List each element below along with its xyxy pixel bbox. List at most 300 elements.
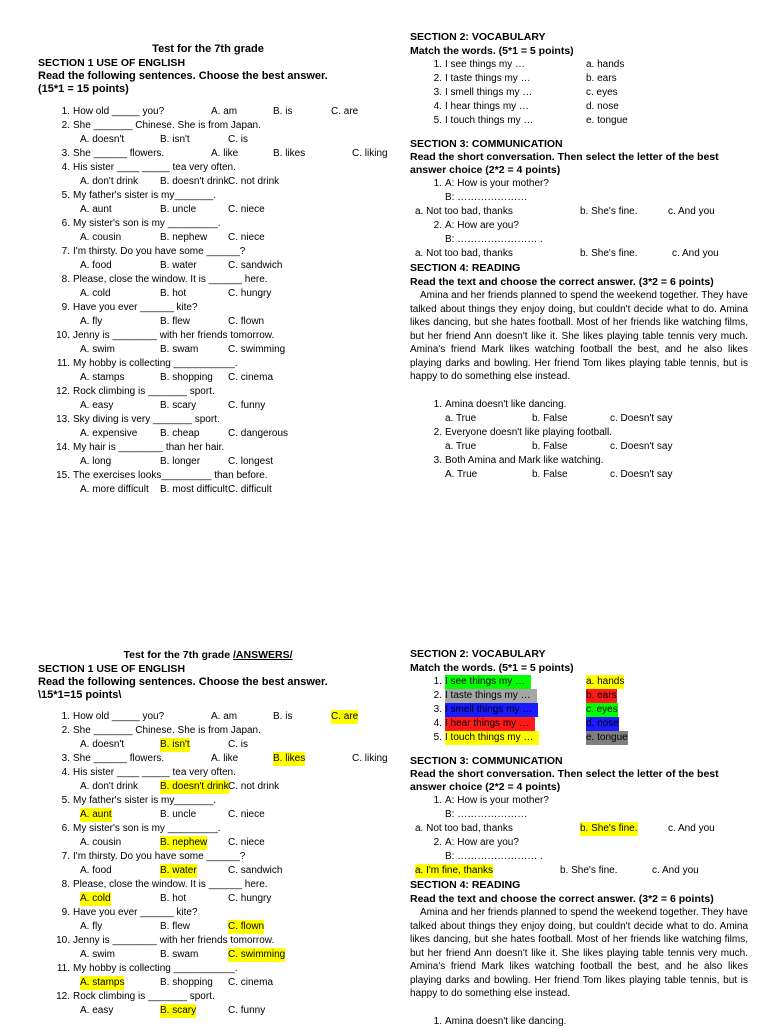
- reading-question: [410, 426, 748, 440]
- option-a: A. aunt: [80, 204, 112, 215]
- question-text: My father's sister is my_______.: [73, 190, 217, 201]
- question-text: She ______ flowers.: [73, 753, 165, 764]
- question-text: My hobby is collecting ___________.: [73, 963, 238, 974]
- top-question: [38, 245, 378, 259]
- option-c: C. cinema: [228, 372, 274, 383]
- option-a: A. doesn't: [80, 739, 125, 750]
- choice-b: b. She's fine.: [580, 823, 638, 834]
- option-c: C. niece: [228, 204, 265, 215]
- bottom-right-column: [410, 647, 748, 1029]
- option-b: B. nephew: [160, 232, 208, 243]
- reading-option-a: a. True: [445, 412, 477, 424]
- reading-option-b: b. False: [532, 440, 568, 452]
- option-a: A. food: [80, 260, 112, 271]
- reading-statement: Both Amina and Mark like watching.: [445, 454, 604, 466]
- conversation-number: 2.: [433, 220, 442, 231]
- top-question: [38, 217, 378, 231]
- question-text: Jenny is ________ with her friends tomorrow.: [73, 935, 275, 946]
- answer-question: [38, 724, 378, 738]
- option-b: B. uncle: [160, 809, 197, 820]
- question-number: 6.: [61, 218, 70, 229]
- vocab-phrase: I hear things my …: [445, 101, 529, 112]
- answer-question-list: [38, 710, 388, 1018]
- option-a: A. don't drink: [80, 176, 139, 187]
- top-left-column: [38, 42, 388, 497]
- reading-questions: [410, 398, 748, 482]
- answers-reading-question-text: Amina doesn't like dancing.: [445, 1015, 567, 1027]
- answer-question: [38, 710, 378, 724]
- option-a: A. like: [211, 148, 239, 159]
- answers-section2-heading: SECTION 2: VOCABULARY: [410, 648, 546, 660]
- question-text: Rock climbing is _______ sport.: [73, 991, 215, 1002]
- choice-c: c. And you: [652, 865, 699, 876]
- vocab-phrase: I touch things my …: [445, 115, 534, 126]
- option-c: C. longest: [228, 456, 274, 467]
- question-number: 13.: [56, 414, 70, 425]
- reading-option-b: b. False: [532, 468, 568, 480]
- question-text: I'm thirsty. Do you have some ______?: [73, 246, 246, 257]
- option-c: C. liking: [352, 148, 388, 159]
- question-number: 8.: [61, 274, 70, 285]
- top-options: [38, 455, 378, 469]
- section3-heading: SECTION 3: COMMUNICATION: [410, 138, 563, 150]
- top-question: [38, 385, 378, 399]
- question-text: She _______ Chinese. She is from Japan.: [73, 120, 261, 131]
- answer-question: [38, 752, 388, 766]
- top-question: [38, 147, 388, 161]
- conversation-number: 1.: [433, 795, 442, 806]
- question-number: 3.: [61, 753, 70, 764]
- top-options: [38, 427, 378, 441]
- answer-options: [38, 836, 378, 850]
- top-question: [38, 301, 378, 315]
- option-b: B. scary: [160, 1005, 197, 1016]
- question-number: 8.: [61, 879, 70, 890]
- answers-section1-instruction: Read the following sentences. Choose the best answer.: [38, 676, 328, 688]
- question-number: 7.: [61, 246, 70, 257]
- choice-c: c. And you: [668, 206, 715, 217]
- question-text: Have you ever ______ kite?: [73, 907, 198, 918]
- top-options: [38, 483, 378, 497]
- answer-question: [38, 934, 378, 948]
- conversation-blank: B: …………………… .: [445, 234, 543, 245]
- option-a: A. easy: [80, 400, 114, 411]
- reading-statement: Everyone doesn't like playing football.: [445, 426, 613, 438]
- option-b: B. likes: [273, 753, 306, 764]
- top-options: [38, 133, 378, 147]
- question-text: My hair is ________ than her hair.: [73, 442, 225, 453]
- vocab-item: [410, 58, 748, 72]
- conversation-question: A: How are you?: [445, 220, 519, 231]
- conversation-line: [410, 191, 748, 205]
- answer-options: [38, 738, 378, 752]
- option-b: B. nephew: [160, 837, 208, 848]
- vocab-item: [410, 731, 748, 745]
- question-list: [38, 105, 388, 497]
- option-b: B. isn't: [160, 134, 190, 145]
- question-number: 12.: [56, 991, 70, 1002]
- answers-section1-heading: SECTION 1 USE OF ENGLISH: [38, 663, 186, 675]
- vocab-item: [410, 717, 748, 731]
- reading-options: [410, 468, 748, 482]
- question-number: 11.: [56, 358, 70, 369]
- question-number: 10.: [56, 935, 70, 946]
- option-b: B. shopping: [160, 372, 213, 383]
- question-text: His sister ____ _____ tea very often.: [73, 162, 236, 173]
- option-c: C. are: [331, 106, 359, 117]
- conversation-question: A: How is your mother?: [445, 178, 549, 189]
- answers-section4-instruction: Read the text and choose the correct answer. (3*2 = 6 points): [410, 893, 714, 905]
- question-text: She ______ flowers.: [73, 148, 165, 159]
- vocab-item: [410, 114, 748, 128]
- option-c: C. is: [228, 134, 248, 145]
- vocab-match: e. tongue: [586, 732, 628, 743]
- option-c: C. funny: [228, 1005, 266, 1016]
- reading-option-a: A. True: [445, 468, 478, 480]
- question-text: My sister's son is my _________.: [73, 823, 221, 834]
- reading-option-c: c. Doesn't say: [610, 440, 673, 452]
- answer-question: [38, 990, 378, 1004]
- conversation-line: [410, 850, 748, 864]
- option-b: B. flew: [160, 921, 191, 932]
- option-b: B. uncle: [160, 204, 197, 215]
- choice-a: a. Not too bad, thanks: [415, 248, 513, 259]
- option-a: A. cousin: [80, 232, 122, 243]
- top-question: [38, 441, 378, 455]
- choice-a: a. Not too bad, thanks: [415, 206, 513, 217]
- reading-question: [410, 454, 748, 468]
- vocab-item: [410, 100, 748, 114]
- option-c: C. cinema: [228, 977, 274, 988]
- question-text: How old _____ you?: [73, 711, 165, 722]
- question-text: Have you ever ______ kite?: [73, 302, 198, 313]
- option-c: C. funny: [228, 400, 266, 411]
- option-a: A. don't drink: [80, 781, 139, 792]
- answer-options: [38, 920, 378, 934]
- question-number: 1.: [61, 106, 70, 117]
- answers-reading-passage: Amina and her friends planned to spend the weekend together. They have talked about things they enjoy doing, but couldn't decide what to do. Amina likes dancing, but she hates football. Most of her friends like watching films, but her friend Ann doesn't like it. She likes playing table tennis very much. Amina's friend Mark likes watching football the best, and he also likes playing darks and bowling. Her friend Tom likes playing table tennis, but is happy to do something else instead.: [410, 907, 748, 999]
- answer-question: [38, 850, 378, 864]
- option-c: C. swimming: [228, 949, 286, 960]
- option-a: A. fly: [80, 921, 103, 932]
- question-number: 11.: [56, 963, 70, 974]
- question-text: My hobby is collecting ___________.: [73, 358, 238, 369]
- vocab-match: b. ears: [586, 690, 617, 701]
- option-a: A. cold: [80, 893, 111, 904]
- question-text: My sister's son is my _________.: [73, 218, 221, 229]
- top-question: [38, 469, 378, 483]
- answers-title-prefix: Test for the 7th grade: [123, 649, 233, 661]
- question-number: 7.: [61, 851, 70, 862]
- option-a: A. cousin: [80, 837, 122, 848]
- question-text: His sister ____ _____ tea very often.: [73, 767, 236, 778]
- answer-options: [38, 948, 378, 962]
- option-c: C. niece: [228, 809, 265, 820]
- question-number: 3.: [61, 148, 70, 159]
- question-text: Sky diving is very _______ sport.: [73, 414, 220, 425]
- option-a: A. aunt: [80, 809, 112, 820]
- question-text: I'm thirsty. Do you have some ______?: [73, 851, 246, 862]
- top-options: [38, 343, 378, 357]
- top-options: [38, 315, 378, 329]
- option-c: C. not drink: [228, 781, 280, 792]
- option-b: B. doesn't drink: [160, 781, 229, 792]
- vocab-item: [410, 86, 748, 100]
- question-text: Please, close the window. It is ______ here.: [73, 274, 268, 285]
- option-a: A. food: [80, 865, 112, 876]
- option-a: A. stamps: [80, 977, 125, 988]
- question-text: The exercises looks_________ than before.: [73, 470, 268, 481]
- option-b: B. hot: [160, 288, 187, 299]
- section2-heading: SECTION 2: VOCABULARY: [410, 31, 546, 43]
- vocab-number: 5.: [433, 732, 442, 743]
- conversation-question: A: How are you?: [445, 837, 519, 848]
- vocab-match: a. hands: [586, 59, 625, 70]
- question-number: 9.: [61, 907, 70, 918]
- vocab-number: 1.: [433, 676, 442, 687]
- top-options: [38, 175, 378, 189]
- option-b: B. hot: [160, 893, 187, 904]
- question-text: My father's sister is my_______.: [73, 795, 217, 806]
- conversation-line: [410, 794, 748, 808]
- top-options: [38, 231, 378, 245]
- answers-section2-instruction: Match the words. (5*1 = 5 points): [410, 662, 574, 674]
- reading-number: 1.: [433, 398, 442, 410]
- option-c: C. flown: [228, 316, 265, 327]
- vocab-phrase: I smell things my …: [445, 87, 533, 98]
- vocab-number: 2.: [433, 690, 442, 701]
- section4-heading: SECTION 4: READING: [410, 262, 521, 274]
- top-options: [38, 399, 378, 413]
- choice-a: a. I'm fine, thanks: [415, 865, 494, 876]
- option-c: C. hungry: [228, 288, 272, 299]
- question-number: 10.: [56, 330, 70, 341]
- option-a: A. swim: [80, 949, 115, 960]
- conversation-line: [410, 836, 748, 850]
- section2-instruction: Match the words. (5*1 = 5 points): [410, 45, 574, 57]
- option-b: B. doesn't drink: [160, 176, 229, 187]
- vocab-item: [410, 72, 748, 86]
- bottom-left-column: [38, 648, 388, 1018]
- option-c: C. are: [331, 711, 359, 722]
- conversation-line: [410, 822, 748, 836]
- conversation-blank: B: …………………: [445, 192, 528, 203]
- vocab-phrase: I smell things my …: [445, 703, 538, 717]
- option-c: C. niece: [228, 232, 265, 243]
- question-text: She _______ Chinese. She is from Japan.: [73, 725, 261, 736]
- question-number: 4.: [61, 162, 70, 173]
- option-a: A. expensive: [80, 428, 138, 439]
- reading-number: 3.: [433, 454, 442, 466]
- conversation-line: [410, 233, 748, 247]
- option-c: C. hungry: [228, 893, 272, 904]
- conversation-number: 2.: [433, 837, 442, 848]
- option-a: A. doesn't: [80, 134, 125, 145]
- conversation-line: [410, 247, 748, 261]
- answers-title-tag: /ANSWERS/: [232, 649, 293, 661]
- question-number: 15.: [56, 470, 70, 481]
- section3-instruction: Read the short conversation. Then select the letter of the best answer choice (2*2 = 4 points): [410, 151, 719, 176]
- option-b: B. water: [160, 865, 197, 876]
- question-text: Jenny is ________ with her friends tomorrow.: [73, 330, 275, 341]
- conversation-line: [410, 808, 748, 822]
- answer-options: [38, 864, 378, 878]
- top-right-column: [410, 30, 748, 482]
- question-number: 5.: [61, 795, 70, 806]
- vocab-phrase: I touch things my …: [445, 731, 539, 745]
- top-options: [38, 371, 378, 385]
- vocab-item: [410, 703, 748, 717]
- option-a: A. am: [211, 711, 238, 722]
- option-b: B. swam: [160, 344, 199, 355]
- answers-reading-question: 1. Amina doesn't like dancing.: [433, 1015, 567, 1027]
- top-options: [38, 259, 378, 273]
- question-number: 1.: [61, 711, 70, 722]
- option-a: A. cold: [80, 288, 111, 299]
- conversation-number: 1.: [433, 178, 442, 189]
- option-c: C. swimming: [228, 344, 286, 355]
- choice-c: c. And you: [668, 823, 715, 834]
- option-c: C. sandwich: [228, 260, 283, 271]
- reading-statement: Amina doesn't like dancing.: [445, 398, 567, 410]
- answer-question: [38, 766, 378, 780]
- option-c: C. dangerous: [228, 428, 289, 439]
- choice-b: b. She's fine.: [580, 206, 638, 217]
- choice-b: b. She's fine.: [580, 248, 638, 259]
- section4-instruction: Read the text and choose the correct answer. (3*2 = 6 points): [410, 276, 714, 288]
- choice-b: b. She's fine.: [560, 865, 618, 876]
- choice-a: a. Not too bad, thanks: [415, 823, 513, 834]
- conversation-list: [410, 177, 748, 261]
- vocab-phrase: I taste things my …: [445, 73, 531, 84]
- question-number: 9.: [61, 302, 70, 313]
- option-a: A. stamps: [80, 372, 125, 383]
- conversation-question: A: How is your mother?: [445, 795, 549, 806]
- conversation-line: [410, 219, 748, 233]
- answers-section1-points: \15*1=15 points\: [38, 689, 122, 701]
- answer-options: [38, 1004, 378, 1018]
- option-a: A. am: [211, 106, 238, 117]
- vocab-phrase: I hear things my …: [445, 717, 535, 731]
- reading-option-c: c. Doesn't say: [610, 468, 673, 480]
- conversation-line: [410, 177, 748, 191]
- option-c: C. difficult: [228, 484, 272, 495]
- option-b: B. shopping: [160, 977, 213, 988]
- reading-options: [410, 412, 748, 426]
- answers-title: [38, 648, 378, 662]
- vocab-match: b. ears: [586, 73, 617, 84]
- question-number: 6.: [61, 823, 70, 834]
- answer-question: [38, 794, 378, 808]
- vocab-number: 4.: [433, 718, 442, 729]
- vocab-list: [410, 58, 748, 128]
- option-b: B. is: [273, 106, 293, 117]
- conversation-line: [410, 864, 748, 878]
- vocab-phrase: I see things my …: [445, 675, 531, 689]
- reading-options: [410, 440, 748, 454]
- answer-question: [38, 822, 378, 836]
- question-text: Please, close the window. It is ______ here.: [73, 879, 268, 890]
- answer-question: [38, 962, 378, 976]
- reading-option-a: a. True: [445, 440, 477, 452]
- vocab-number: 4.: [433, 101, 442, 112]
- answers-vocab-list: [410, 675, 748, 745]
- reading-question: [410, 398, 748, 412]
- option-b: B. isn't: [160, 739, 190, 750]
- vocab-number: 3.: [433, 87, 442, 98]
- answers-conversation-list: [410, 794, 748, 878]
- option-b: B. most difficult: [160, 484, 228, 495]
- top-question: [38, 119, 378, 133]
- conversation-line: [410, 205, 748, 219]
- conversation-blank: B: …………………… .: [445, 851, 543, 862]
- option-c: C. sandwich: [228, 865, 283, 876]
- vocab-match: a. hands: [586, 676, 625, 687]
- question-number: 2.: [61, 725, 70, 736]
- conversation-blank: B: …………………: [445, 809, 528, 820]
- answer-question: [38, 906, 378, 920]
- vocab-number: 3.: [433, 704, 442, 715]
- answers-section4-heading: SECTION 4: READING: [410, 879, 521, 891]
- option-c: C. flown: [228, 921, 265, 932]
- option-a: A. long: [80, 456, 112, 467]
- answers-section3-heading: SECTION 3: COMMUNICATION: [410, 755, 563, 767]
- vocab-item: [410, 675, 748, 689]
- option-c: C. is: [228, 739, 248, 750]
- vocab-number: 1.: [433, 59, 442, 70]
- vocab-phrase: I taste things my …: [445, 689, 537, 703]
- option-a: A. like: [211, 753, 239, 764]
- answer-options: [38, 892, 378, 906]
- top-question: [38, 413, 378, 427]
- option-b: B. flew: [160, 316, 191, 327]
- reading-number: 2.: [433, 426, 442, 438]
- reading-option-b: b. False: [532, 412, 568, 424]
- vocab-match: e. tongue: [586, 115, 628, 126]
- test-title: Test for the 7th grade: [152, 43, 264, 55]
- top-options: [38, 287, 378, 301]
- question-number: 14.: [56, 442, 70, 453]
- top-question: [38, 273, 378, 287]
- option-a: A. swim: [80, 344, 115, 355]
- vocab-match: d. nose: [586, 718, 619, 729]
- section1-heading: SECTION 1 USE OF ENGLISH: [38, 57, 186, 69]
- top-question: [38, 105, 378, 119]
- answer-options: [38, 976, 378, 990]
- question-text: Rock climbing is _______ sport.: [73, 386, 215, 397]
- option-a: A. fly: [80, 316, 103, 327]
- vocab-match: c. eyes: [586, 704, 618, 715]
- option-a: A. more difficult: [80, 484, 149, 495]
- option-b: B. scary: [160, 400, 197, 411]
- answer-options: [38, 808, 378, 822]
- option-c: C. niece: [228, 837, 265, 848]
- option-b: B. swam: [160, 949, 199, 960]
- vocab-number: 5.: [433, 115, 442, 126]
- option-b: B. likes: [273, 148, 306, 159]
- top-question: [38, 329, 378, 343]
- option-b: B. longer: [160, 456, 201, 467]
- question-number: 5.: [61, 190, 70, 201]
- question-text: How old _____ you?: [73, 106, 165, 117]
- answer-options: [38, 780, 378, 794]
- vocab-match: c. eyes: [586, 87, 618, 98]
- answer-question: [38, 878, 378, 892]
- reading-option-c: c. Doesn't say: [610, 412, 673, 424]
- top-question: [38, 161, 378, 175]
- vocab-match: d. nose: [586, 101, 619, 112]
- option-b: B. is: [273, 711, 293, 722]
